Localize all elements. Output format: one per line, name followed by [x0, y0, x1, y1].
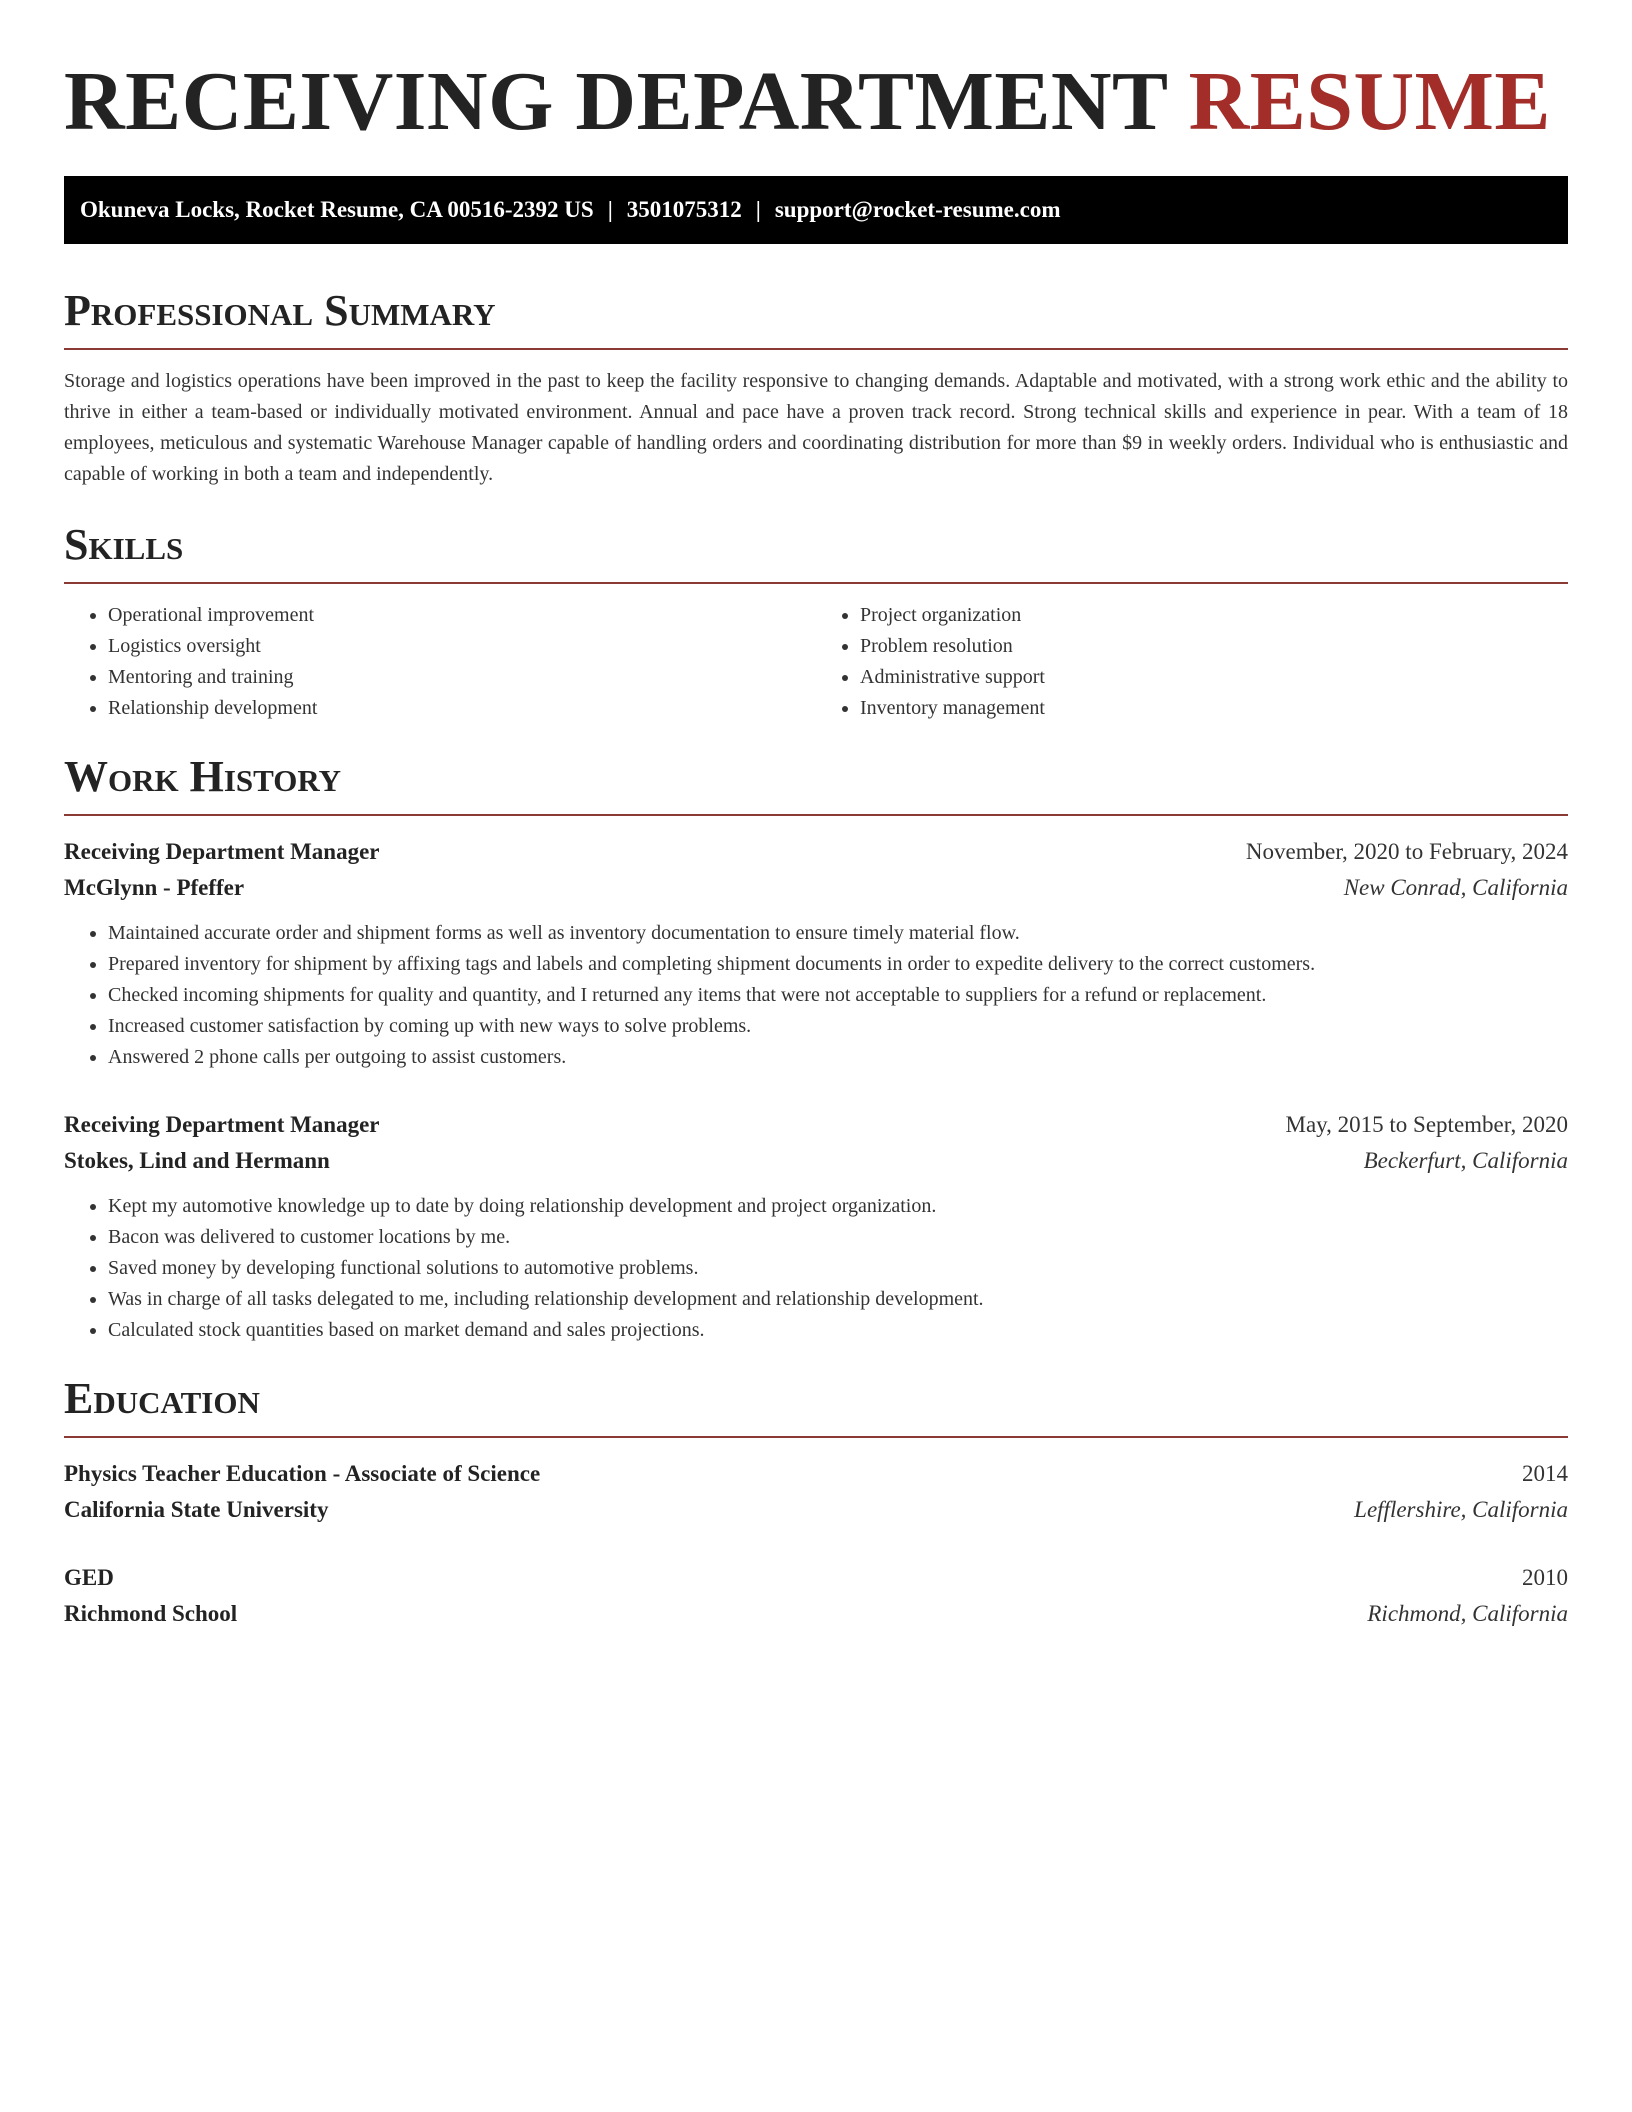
title-accent: RESUME: [1188, 55, 1551, 148]
resume-title: [64, 0, 1568, 152]
contact-email: support@rocket-resume.com: [774, 197, 1061, 222]
job-company: McGlynn - Pfeffer: [64, 875, 245, 900]
job-company-row: [64, 1143, 1568, 1179]
job-bullets: [64, 918, 1568, 1073]
job-header-row: [64, 1107, 1568, 1143]
job-bullet: • Kept my automotive knowledge up to date by doing relationship development and project organization.: [108, 1191, 1568, 1222]
education-entry: [64, 1560, 1568, 1632]
education-entry: [64, 1456, 1568, 1528]
education-degree: GED: [64, 1565, 114, 1590]
education-heading: Education: [64, 1372, 1568, 1438]
education-section: [64, 1372, 1568, 1632]
skills-heading: Skills: [64, 518, 1568, 584]
skill-item: • Relationship development: [108, 693, 816, 724]
job-location: Beckerfurt, California: [1363, 1148, 1568, 1173]
education-school: Richmond School: [64, 1601, 238, 1626]
job-entry: [64, 1107, 1568, 1346]
education-school-row: [64, 1492, 1568, 1528]
education-header-row: [64, 1560, 1568, 1596]
education-header-row: [64, 1456, 1568, 1492]
summary-text: Storage and logistics operations have been improved in the past to keep the facility responsive to changing demands. Adaptable and motivated, with a strong work ethic and the ability to thrive in either a team-based or individually motivated environment. Annual and pace have a proven track record. Strong technical skills and experience in pear. With a team of 18 employees, meticulous and systematic Warehouse Manager capable of handling orders and coordinating distribution for more than $9 in weekly orders. Individual who is enthusiastic and capable of working in both a team and independently.: [64, 370, 1568, 485]
education-school: California State University: [64, 1497, 329, 1522]
job-bullet: • Maintained accurate order and shipment forms as well as inventory documentation to ensure timely material flow.: [108, 918, 1568, 949]
contact-separator: |: [755, 197, 761, 222]
skills-grid: [64, 600, 1568, 724]
skills-section: [64, 518, 1568, 724]
job-bullets: [64, 1191, 1568, 1346]
title-main: RECEIVING DEPARTMENT: [64, 55, 1168, 148]
education-degree: Physics Teacher Education - Associate of Science: [64, 1461, 541, 1486]
job-bullet: • Calculated stock quantities based on market demand and sales projections.: [108, 1315, 1568, 1346]
job-company: Stokes, Lind and Hermann: [64, 1148, 330, 1173]
job-title: Receiving Department Manager: [64, 1112, 380, 1137]
work-history-heading: Work History: [64, 750, 1568, 816]
job-location: New Conrad, California: [1343, 875, 1568, 900]
job-bullet: • Prepared inventory for shipment by affixing tags and labels and completing shipment documents in order to expedite delivery to the correct customers.: [108, 949, 1568, 980]
job-entry: [64, 834, 1568, 1073]
contact-bar: [64, 176, 1568, 244]
skills-right-column: [816, 600, 1568, 724]
job-header-row: [64, 834, 1568, 870]
skills-left-column: [64, 600, 816, 724]
skill-item: • Problem resolution: [860, 631, 1568, 662]
job-bullet: • Was in charge of all tasks delegated to me, including relationship development and relationship development.: [108, 1284, 1568, 1315]
education-location: Lefflershire, California: [1354, 1497, 1568, 1522]
job-bullet: • Saved money by developing functional solutions to automotive problems.: [108, 1253, 1568, 1284]
contact-phone: 3501075312: [626, 197, 742, 222]
contact-address: Okuneva Locks, Rocket Resume, CA 00516-2392 US: [80, 197, 594, 222]
skill-item: • Operational improvement: [108, 600, 816, 631]
skill-item: • Mentoring and training: [108, 662, 816, 693]
education-year: 2010: [1522, 1565, 1568, 1590]
skill-item: • Logistics oversight: [108, 631, 816, 662]
job-dates: May, 2015 to September, 2020: [1285, 1112, 1568, 1137]
contact-separator: |: [607, 197, 613, 222]
skill-item: • Administrative support: [860, 662, 1568, 693]
job-bullet: • Increased customer satisfaction by coming up with new ways to solve problems.: [108, 1011, 1568, 1042]
job-bullet: • Checked incoming shipments for quality and quantity, and I returned any items that were not acceptable to suppliers for a refund or replacement.: [108, 980, 1568, 1011]
job-bullet: • Bacon was delivered to customer locations by me.: [108, 1222, 1568, 1253]
education-year: 2014: [1522, 1461, 1568, 1486]
education-school-row: [64, 1596, 1568, 1632]
summary-heading: Professional Summary: [64, 284, 1568, 350]
work-history-section: [64, 750, 1568, 1346]
job-dates: November, 2020 to February, 2024: [1245, 839, 1568, 864]
summary-section: [64, 284, 1568, 490]
job-company-row: [64, 870, 1568, 906]
skill-item: • Project organization: [860, 600, 1568, 631]
resume-page: [64, 0, 1568, 1632]
job-title: Receiving Department Manager: [64, 839, 380, 864]
skill-item: • Inventory management: [860, 693, 1568, 724]
education-location: Richmond, California: [1367, 1601, 1568, 1626]
job-bullet: • Answered 2 phone calls per outgoing to assist customers.: [108, 1042, 1568, 1073]
